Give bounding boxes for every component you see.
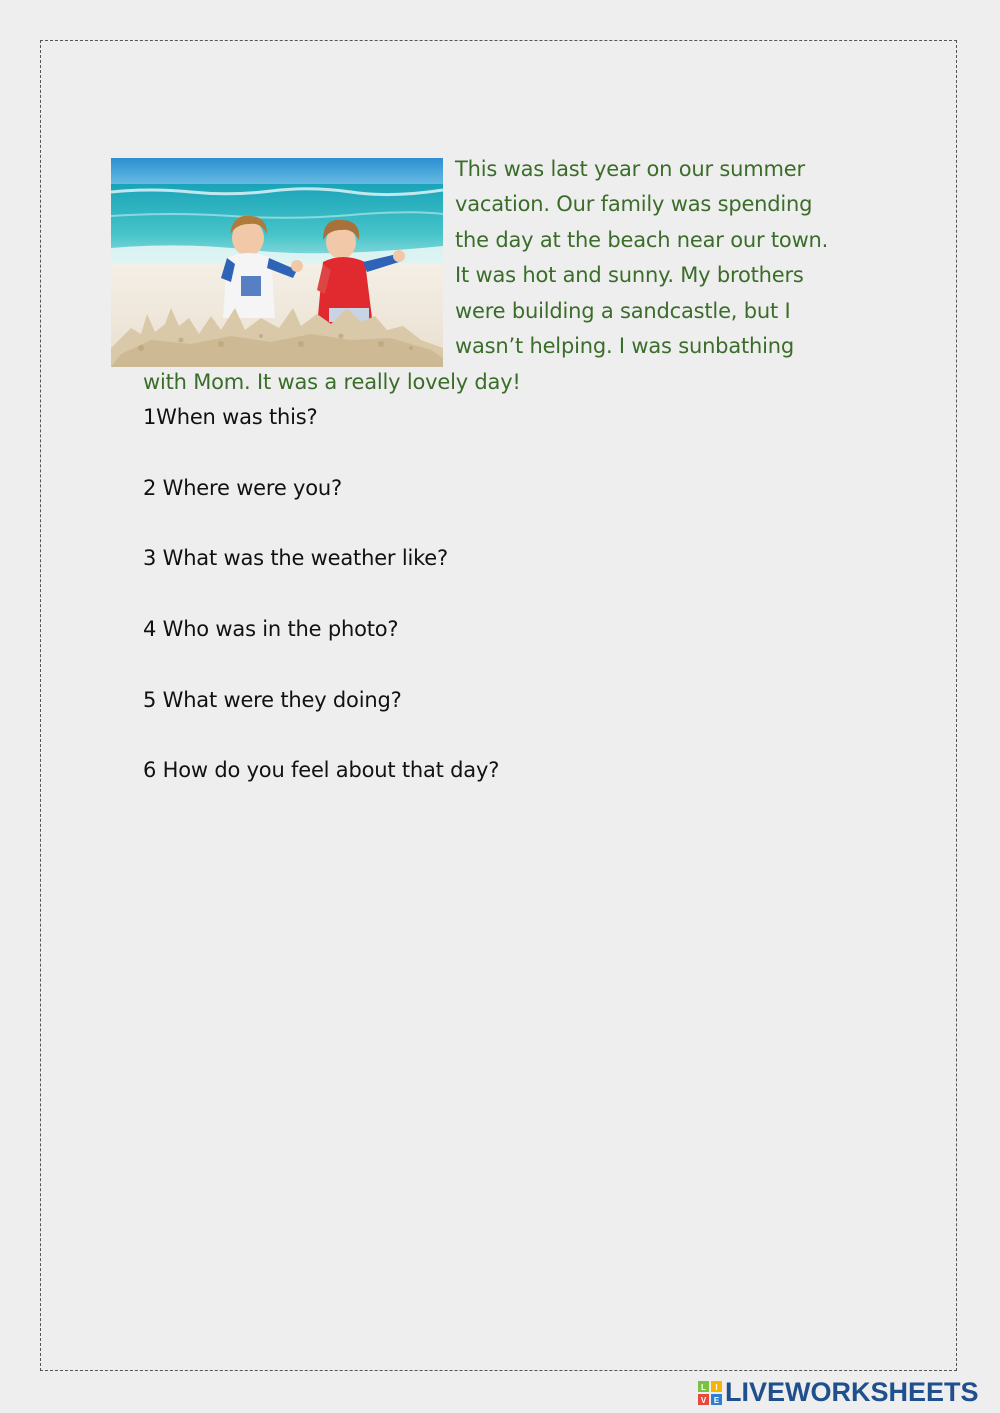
beach-photo	[111, 158, 443, 367]
story-line-3: the day at the beach near our town.	[455, 228, 829, 252]
question-1: 1When was this?	[143, 405, 318, 429]
liveworksheets-brand[interactable]	[698, 1377, 979, 1408]
story-line-2: vacation. Our family was spending	[455, 192, 813, 216]
beach-photo-illustration	[111, 158, 443, 367]
svg-text:I: I	[715, 1382, 718, 1392]
story-line-1: This was last year on our summer	[455, 157, 805, 181]
svg-text:V: V	[700, 1395, 707, 1405]
question-3: 3 What was the weather like?	[143, 546, 448, 570]
svg-text:L: L	[701, 1382, 706, 1392]
question-6: 6 How do you feel about that day?	[143, 758, 500, 782]
question-5: 5 What were they doing?	[143, 688, 402, 712]
story-line-7: with Mom. It was a really lovely day!	[143, 370, 521, 394]
liveworksheets-logo-icon	[698, 1381, 722, 1405]
story-line-4: It was hot and sunny. My brothers	[455, 263, 804, 287]
question-2: 2 Where were you?	[143, 476, 342, 500]
story-line-6: wasn’t helping. I was sunbathing	[455, 334, 795, 358]
brand-text: LIVEWORKSHEETS	[725, 1377, 979, 1407]
story-line-5: were building a sandcastle, but I	[455, 299, 791, 323]
svg-text:E: E	[713, 1395, 720, 1405]
question-4: 4 Who was in the photo?	[143, 617, 399, 641]
